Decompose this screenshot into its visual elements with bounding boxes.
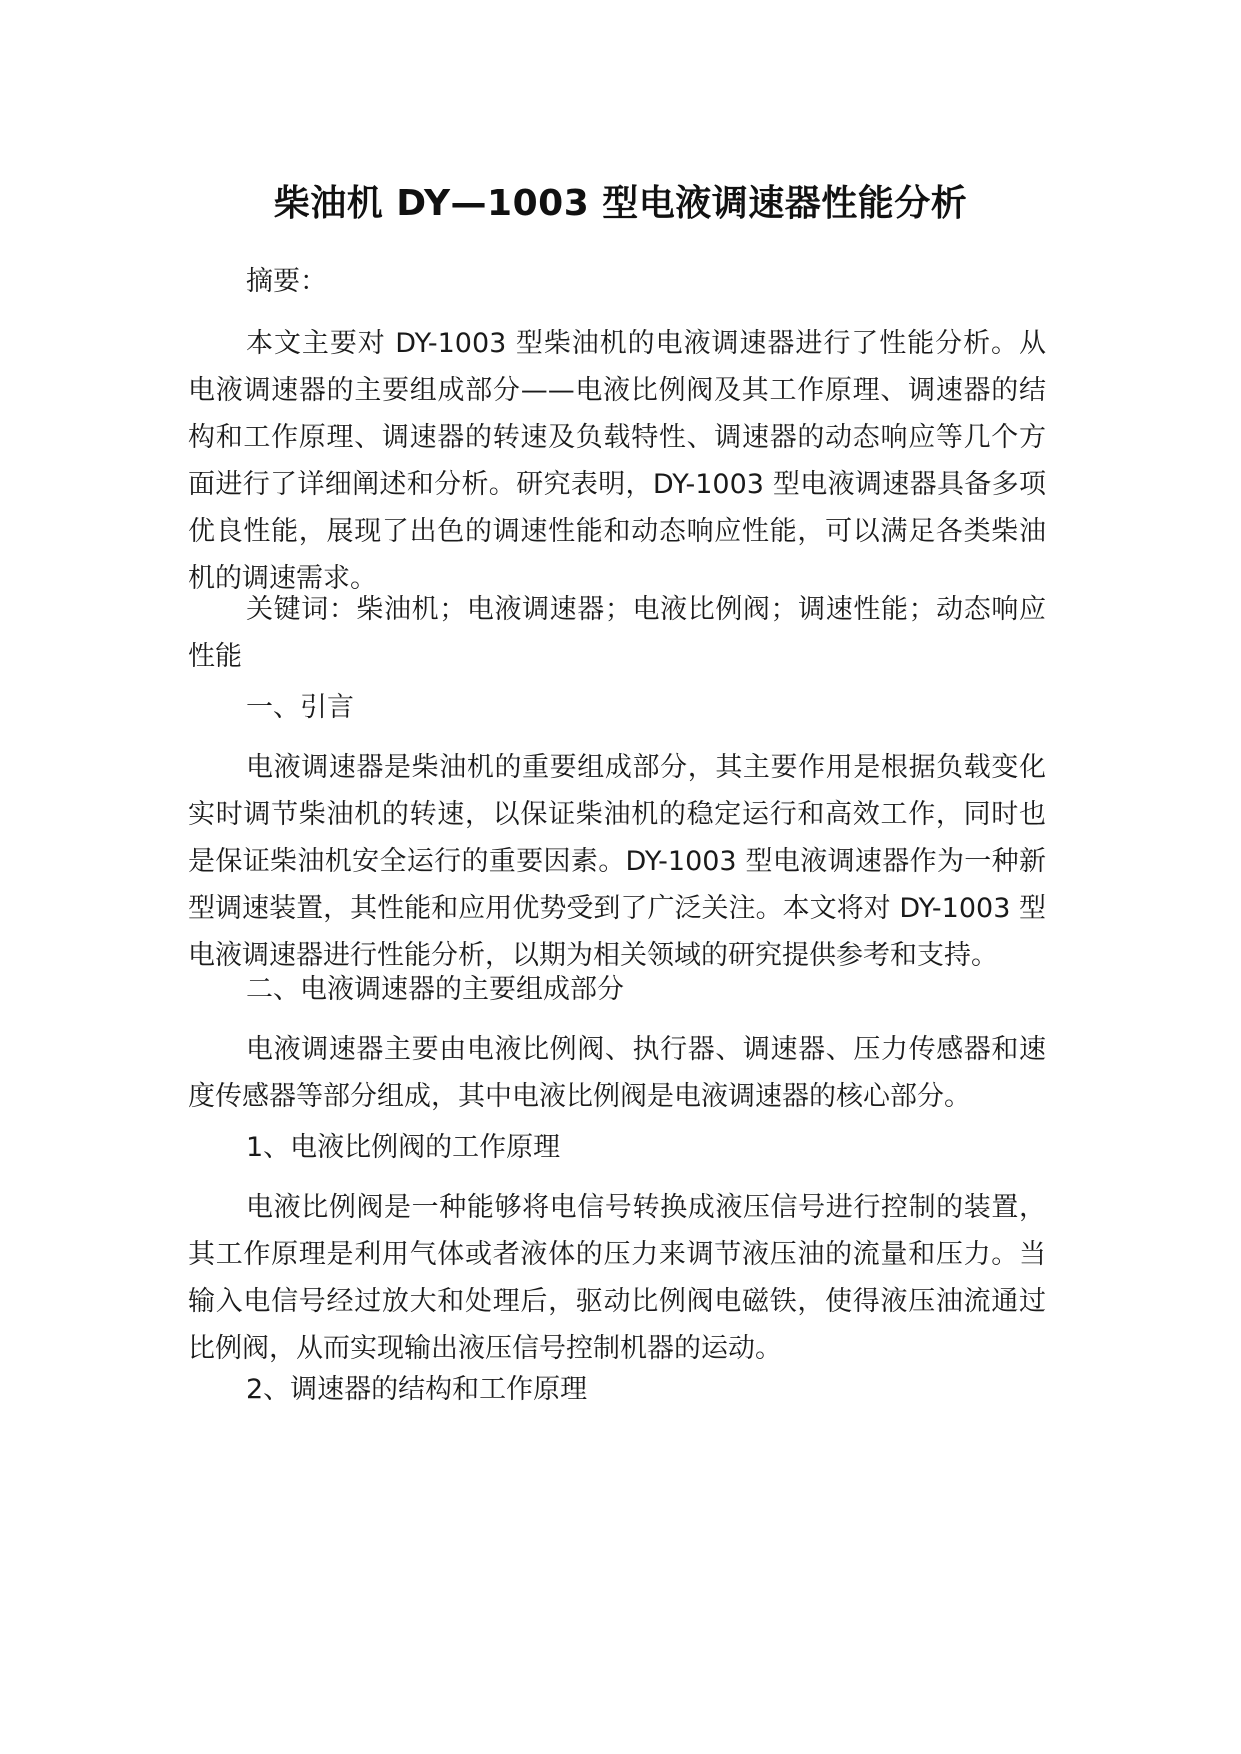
section-heading-introduction: 一、引言 xyxy=(246,692,354,723)
document-title: 柴油机 DY—1003 型电液调速器性能分析 xyxy=(273,183,968,224)
subsection-heading-valve-principle: 1、电液比例阀的工作原理 xyxy=(246,1132,561,1163)
subsection-heading-governor-structure: 2、调速器的结构和工作原理 xyxy=(246,1374,588,1405)
abstract-label: 摘要： xyxy=(246,266,327,297)
introduction-paragraph: 电液调速器是柴油机的重要组成部分，其主要作用是根据负载变化实时调节柴油机的转速，以保证柴油机的稳定运行和高效工作，同时也是保证柴油机安全运行的重要因素。DY-1003 型电液调速器作为一种新型调速装置，其性能和应用优势受到了广泛关注。本文将对 DY-1003 型电液调速器进行性能分析，以期为相关领域的研究提供参考和支持。 xyxy=(188,752,1046,971)
keywords-paragraph: 关键词：柴油机；电液调速器；电液比例阀；调速性能；动态响应性能 xyxy=(188,594,1046,672)
abstract-paragraph: 本文主要对 DY-1003 型柴油机的电液调速器进行了性能分析。从电液调速器的主要组成部分——电液比例阀及其工作原理、调速器的结构和工作原理、调速器的转速及负载特性、调速器的动态响应等几个方面进行了详细阐述和分析。研究表明，DY-1003 型电液调速器具备多项优良性能，展现了出色的调速性能和动态响应性能，可以满足各类柴油机的调速需求。 xyxy=(188,328,1046,594)
valve-principle-paragraph: 电液比例阀是一种能够将电信号转换成液压信号进行控制的装置，其工作原理是利用气体或者液体的压力来调节液压油的流量和压力。当输入电信号经过放大和处理后，驱动比例阀电磁铁，使得液压油流通过比例阀，从而实现输出液压信号控制机器的运动。 xyxy=(188,1192,1046,1364)
components-paragraph: 电液调速器主要由电液比例阀、执行器、调速器、压力传感器和速度传感器等部分组成，其中电液比例阀是电液调速器的核心部分。 xyxy=(188,1034,1046,1112)
section-heading-components: 二、电液调速器的主要组成部分 xyxy=(246,974,624,1005)
